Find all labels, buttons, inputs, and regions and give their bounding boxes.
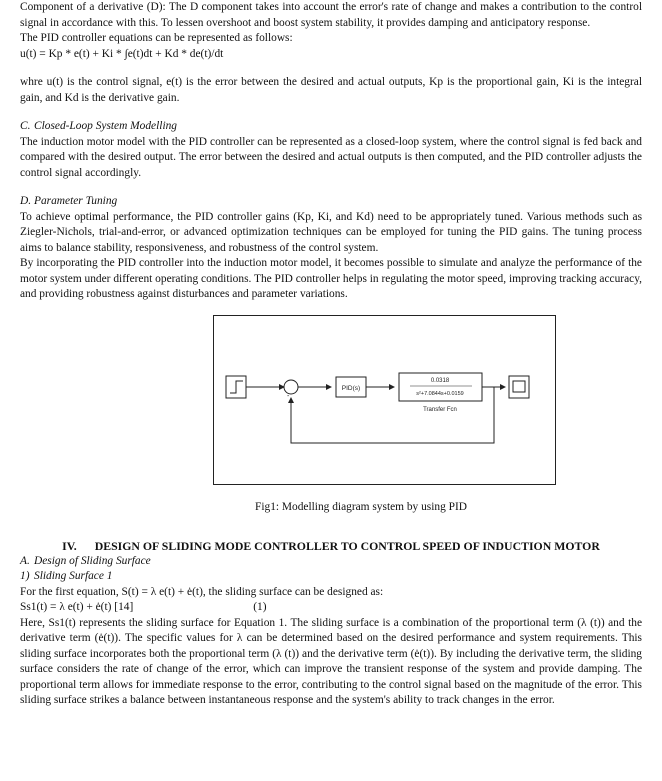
subsection-c-heading xyxy=(20,119,642,135)
pid-block-label: PID(s) xyxy=(341,384,361,392)
tf-denominator: s²+7.0844s+0.0159 xyxy=(416,390,464,397)
paragraph-variable-definitions: whre u(t) is the control signal, e(t) is the error between the desired and actual outputs, Kp is the proportional gain, Ki is the integral gain, and Kd is the derivative gain. xyxy=(20,76,642,104)
scope-block xyxy=(509,376,529,398)
paragraph-first-equation: For the first equation, S(t) = λ e(t) + ė(t), the sliding surface can be designed as: xyxy=(20,585,384,598)
paper-page xyxy=(20,0,642,709)
paragraph-incorporating-pid: By incorporating the PID controller into the induction motor model, it becomes possible to simulate and analyze the performance of the motor system under different operating conditions. The PID controller helps in regulating the motor speed, improving tracking accuracy, and providing robustness against disturbances and parameter variations. xyxy=(20,257,642,300)
tf-numerator: 0.0318 xyxy=(430,377,450,384)
paragraph-parameter-tuning: To achieve optimal performance, the PID controller gains (Kp, Ki, and Kd) need to be appropriately tuned. Various methods such as Ziegler-Nichols, trial-and-error, or advanced optimization techniques can be employed for tuning the PID gains. The tuning process aims to balance stability, responsiveness, and robustness of the control system. xyxy=(20,210,642,254)
paragraph-sliding-surface-explanation: Here, Ss1(t) represents the sliding surface for Equation 1. The sliding surface is a combination of the proportional term (λ (t)) and the derivative term (ė(t)). The specific values for λ can be determined based on the desired performance and system requirements. This sliding surface incorporates both the proportional term (λ (t)) and the derivative term (ė(t)). By including the derivative term, the sliding surface considers the rate of change of the error, which can improve the transient response of the system and provide damping. The proportional term allows for immediate response to the error, contributing to the control signal based on the magnitude of the error. This sliding surface strikes a balance between instantaneous response and the system's ability to track changes in the error. xyxy=(20,616,642,706)
tf-block-name: Transfer Fcn xyxy=(423,406,457,413)
subsection-c-letter: C. xyxy=(20,120,31,132)
paragraph-derivative-component: Component of a derivative (D): The D component takes into account the error's rate of change and makes a contribution to the control signal in accordance with this. To lessen overshoot and boost system stability, it provides damping and anticipatory response. xyxy=(20,1,642,29)
subsection-a-heading xyxy=(20,554,642,570)
sum-junction xyxy=(284,380,298,394)
subsection-1-title: Sliding Surface 1 xyxy=(34,570,113,582)
equation-sliding-surface-row xyxy=(20,600,642,616)
subsection-d-heading xyxy=(20,194,642,210)
sum-minus-sign: - xyxy=(287,392,290,400)
simulink-diagram xyxy=(213,315,556,485)
block-diagram-svg xyxy=(214,316,555,484)
subsection-c-title: Closed-Loop System Modelling xyxy=(34,120,178,132)
subsection-a-title: Design of Sliding Surface xyxy=(34,554,151,567)
paragraph-closed-loop: The induction motor model with the PID controller can be represented as a closed-loop system, where the control signal is fed back and compared with the desired output. The error between the desired and actual outputs is then computed, and the PID controller adjusts the control signal accordingly. xyxy=(20,135,642,179)
figure-1 xyxy=(20,303,642,538)
section-4-title: DESIGN OF SLIDING MODE CONTROLLER TO CONTROL SPEED OF INDUCTION MOTOR xyxy=(94,538,600,553)
equation-pid: u(t) = Kp * e(t) + Ki * ∫e(t)dt + Kd * de(t)/dt xyxy=(20,47,224,60)
step-source-block xyxy=(226,376,246,398)
subsection-1-letter: 1) xyxy=(20,570,30,582)
equation-sliding-surface: Ss1(t) = λ e(t) + ė(t) [14] xyxy=(20,601,134,613)
equation-number: (1) xyxy=(253,601,267,613)
subsection-d-letter: D. xyxy=(20,195,32,207)
section-4-number: IV. xyxy=(62,538,77,553)
section-4-heading xyxy=(20,538,642,554)
subsection-d-title: Parameter Tuning xyxy=(34,195,118,207)
subsection-a-letter: A. xyxy=(20,554,30,567)
figure-caption: Fig1: Modelling diagram system by using PID xyxy=(255,500,467,513)
subsection-1-heading xyxy=(20,569,642,585)
paragraph-pid-equations-intro: The PID controller equations can be represented as follows: xyxy=(20,32,293,44)
